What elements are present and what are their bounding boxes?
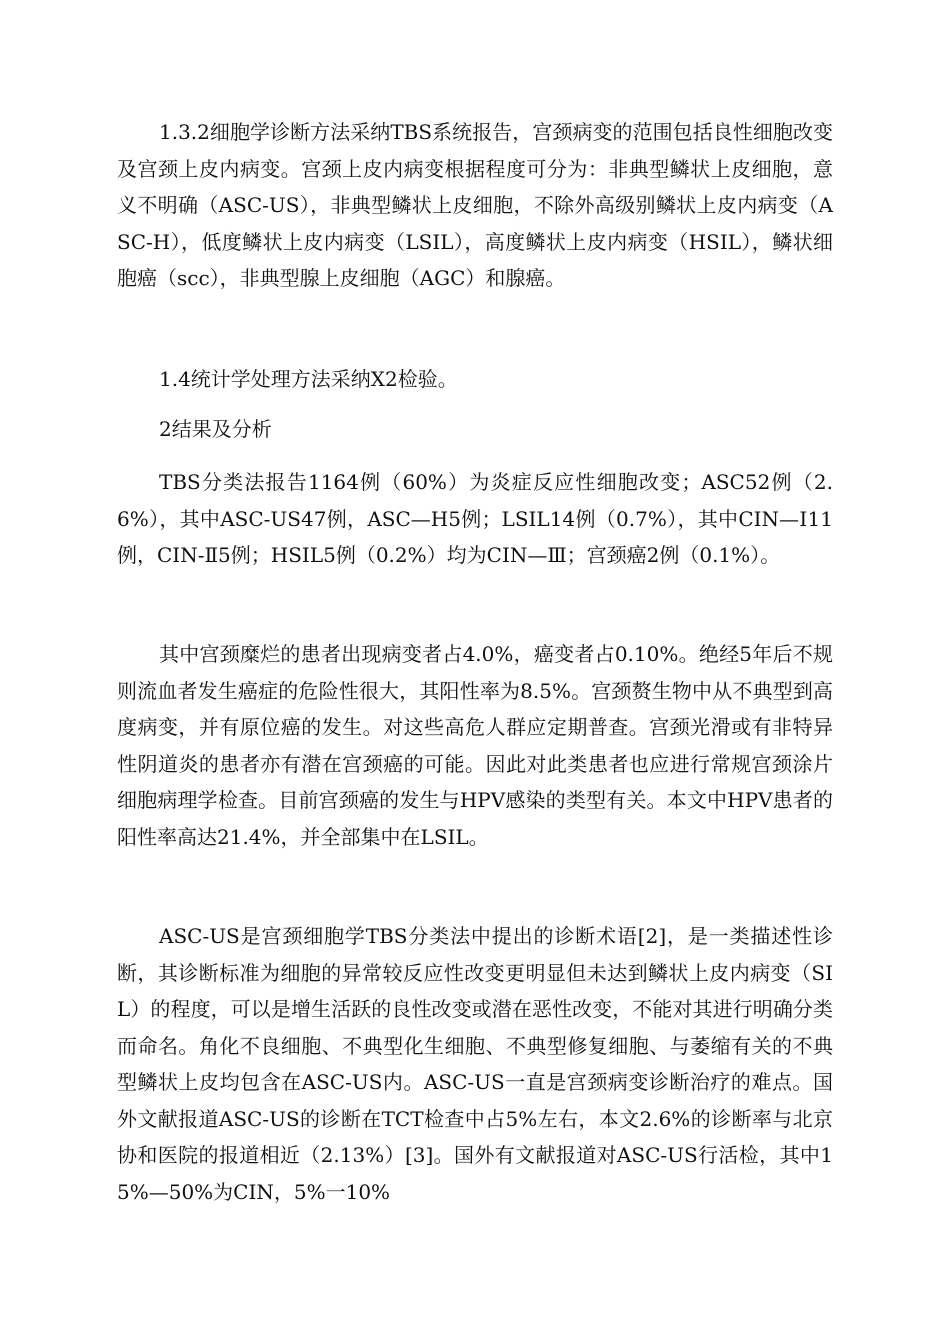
paragraph-statistics-method: 1.4统计学处理方法采纳X2检验。 [159,367,458,391]
paragraph-tbs-results: TBS分类法报告1164例（60%）为炎症反应性细胞改变；ASC52例（2.6%），其中ASC-US47例，ASC—H5例；LSIL14例（0.7%），其中CIN—Ⅰ11例，CIN-Ⅱ5例；HSIL5例（0.2%）均为CIN—Ⅲ；宫颈癌2例（0.1%）。 [117,470,833,567]
paragraph-risk-analysis: 其中宫颈糜烂的患者出现病变者占4.0%，癌变者占0.10%。绝经5年后不规则流血者发生癌症的危险性很大，其阳性率为8.5%。宫颈赘生物中从不典型到高度病变，并有原位癌的发生。对这些高危人群应定期普查。宫颈光滑或有非特异性阴道炎的患者亦有潜在宫颈癌的可能。因此对此类患者也应进行常规宫颈涂片细胞病理学检查。目前宫颈癌的发生与HPV感染的类型有关。本文中HPV患者的阳性率高达21.4%，并全部集中在LSIL。 [117,642,833,849]
section-heading-results: 2结果及分析 [159,417,272,441]
paragraph-asc-us-discussion: ASC-US是宫颈细胞学TBS分类法中提出的诊断术语[2]，是一类描述性诊断，其诊断标准为细胞的异常较反应性改变更明显但未达到鳞状上皮内病变（SIL）的程度，可以是增生活跃的良性改变或潜在恶性改变，不能对其进行明确分类而命名。角化不良细胞、不典型化生细胞、不典型修复细胞、与萎缩有关的不典型鳞状上皮均包含在ASC-US内。ASC-US一直是宫颈病变诊断治疗的难点。国外文献报道ASC-US的诊断在TCT检查中占5%左右，本文2.6%的诊断率与北京协和医院的报道相近（2.13%）[3]。国外有文献报道对ASC-US行活检，其中15%—50%为CIN，5%一10% [117,924,833,1204]
paragraph-cytology-method: 1.3.2细胞学诊断方法采纳TBS系统报告，宫颈病变的范围包括良性细胞改变及宫颈上皮内病变。宫颈上皮内病变根据程度可分为：非典型鳞状上皮细胞，意义不明确（ASC-US），非典型鳞状上皮细胞，不除外高级别鳞状上皮内病变（ASC-H），低度鳞状上皮内病变（LSIL），高度鳞状上皮内病变（HSIL），鳞状细胞癌（scc），非典型腺上皮细胞（AGC）和腺癌。 [117,120,833,290]
